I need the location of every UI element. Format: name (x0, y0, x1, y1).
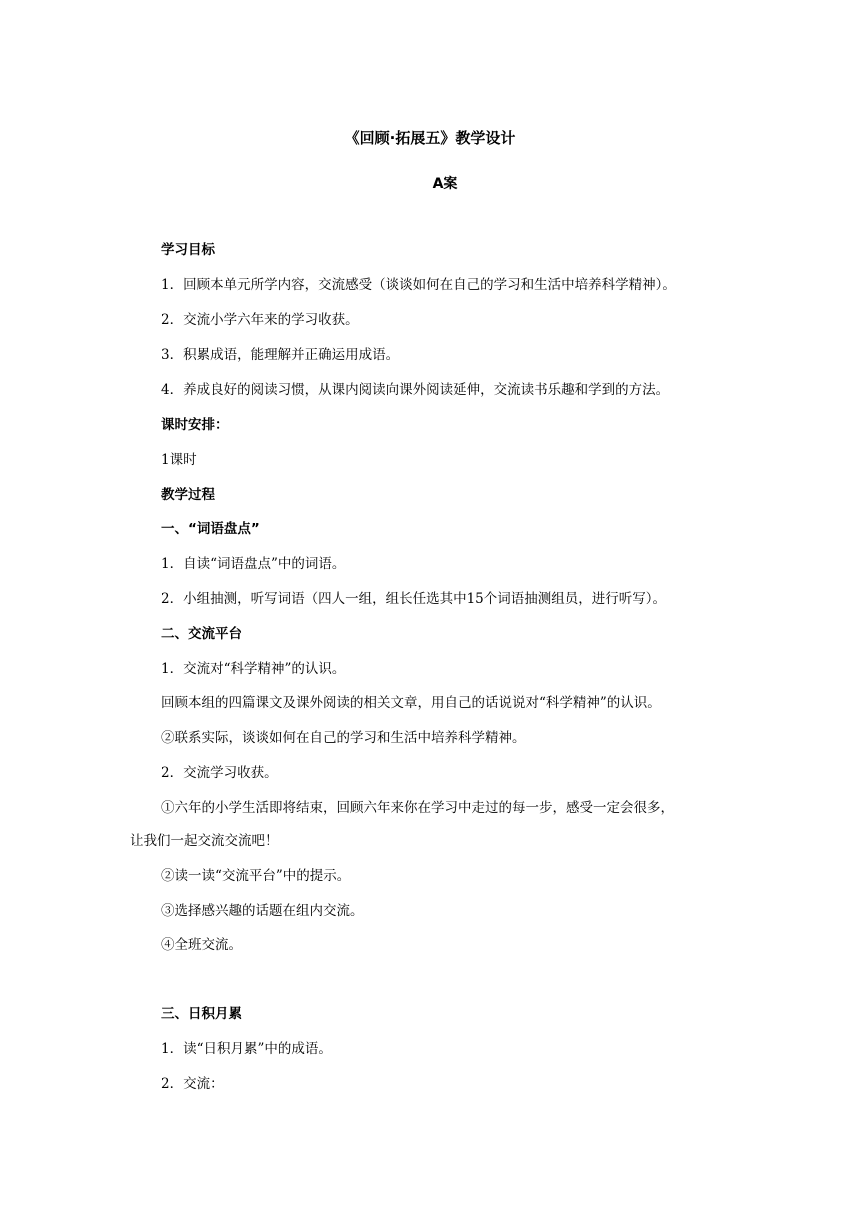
paragraph-line: 2．交流： (161, 1076, 224, 1092)
paragraph-line: 3．积累成语，能理解并正确运用成语。 (161, 347, 400, 363)
paragraph-line: 4．养成良好的阅读习惯，从课内阅读向课外阅读延伸，交流读书乐趣和学到的方法。 (161, 382, 670, 398)
section-heading-2: 二、交流平台 (161, 626, 242, 642)
paragraph-line: ③选择感兴趣的话题在组内交流。 (161, 903, 364, 919)
paragraph-line: 让我们一起交流交流吧！ (130, 833, 279, 849)
section-heading-1: 一、“词语盘点” (161, 521, 260, 537)
paragraph-line: ②读一读“交流平台”中的提示。 (161, 868, 351, 884)
heading-learning-goals: 学习目标 (161, 242, 215, 258)
paragraph-line: 1．回顾本单元所学内容，交流感受（谈谈如何在自己的学习和生活中培养科学精神）。 (161, 277, 676, 293)
paragraph-line: ①六年的小学生活即将结束，回顾六年来你在学习中走过的每一步，感受一定会很多， (161, 800, 674, 816)
paragraph-line: ②联系实际，谈谈如何在自己的学习和生活中培养科学精神。 (161, 730, 526, 746)
paragraph-line: 2．小组抽测，听写词语（四人一组，组长任选其中15个词语抽测组员，进行听写）。 (161, 591, 667, 607)
section-heading-3: 三、日积月累 (161, 1006, 242, 1022)
paragraph-line: 1．读“日积月累”中的成语。 (161, 1041, 332, 1057)
document-title: 《回顾·拓展五》教学设计 (344, 129, 516, 147)
document-subtitle: A案 (432, 176, 458, 192)
heading-teaching-process: 教学过程 (161, 487, 215, 503)
paragraph-line: ④全班交流。 (161, 937, 242, 953)
paragraph-line: 回顾本组的四篇课文及课外阅读的相关文章，用自己的话说说对“科学精神”的认识。 (161, 695, 661, 711)
paragraph-line: 2．交流学习收获。 (161, 765, 278, 781)
paragraph-line: 2．交流小学六年来的学习收获。 (161, 312, 359, 328)
paragraph-line: 1．自读“词语盘点”中的词语。 (161, 556, 346, 572)
heading-schedule: 课时安排： (161, 417, 229, 433)
paragraph-line: 1课时 (161, 452, 197, 468)
paragraph-line: 1．交流对“科学精神”的认识。 (161, 661, 346, 677)
